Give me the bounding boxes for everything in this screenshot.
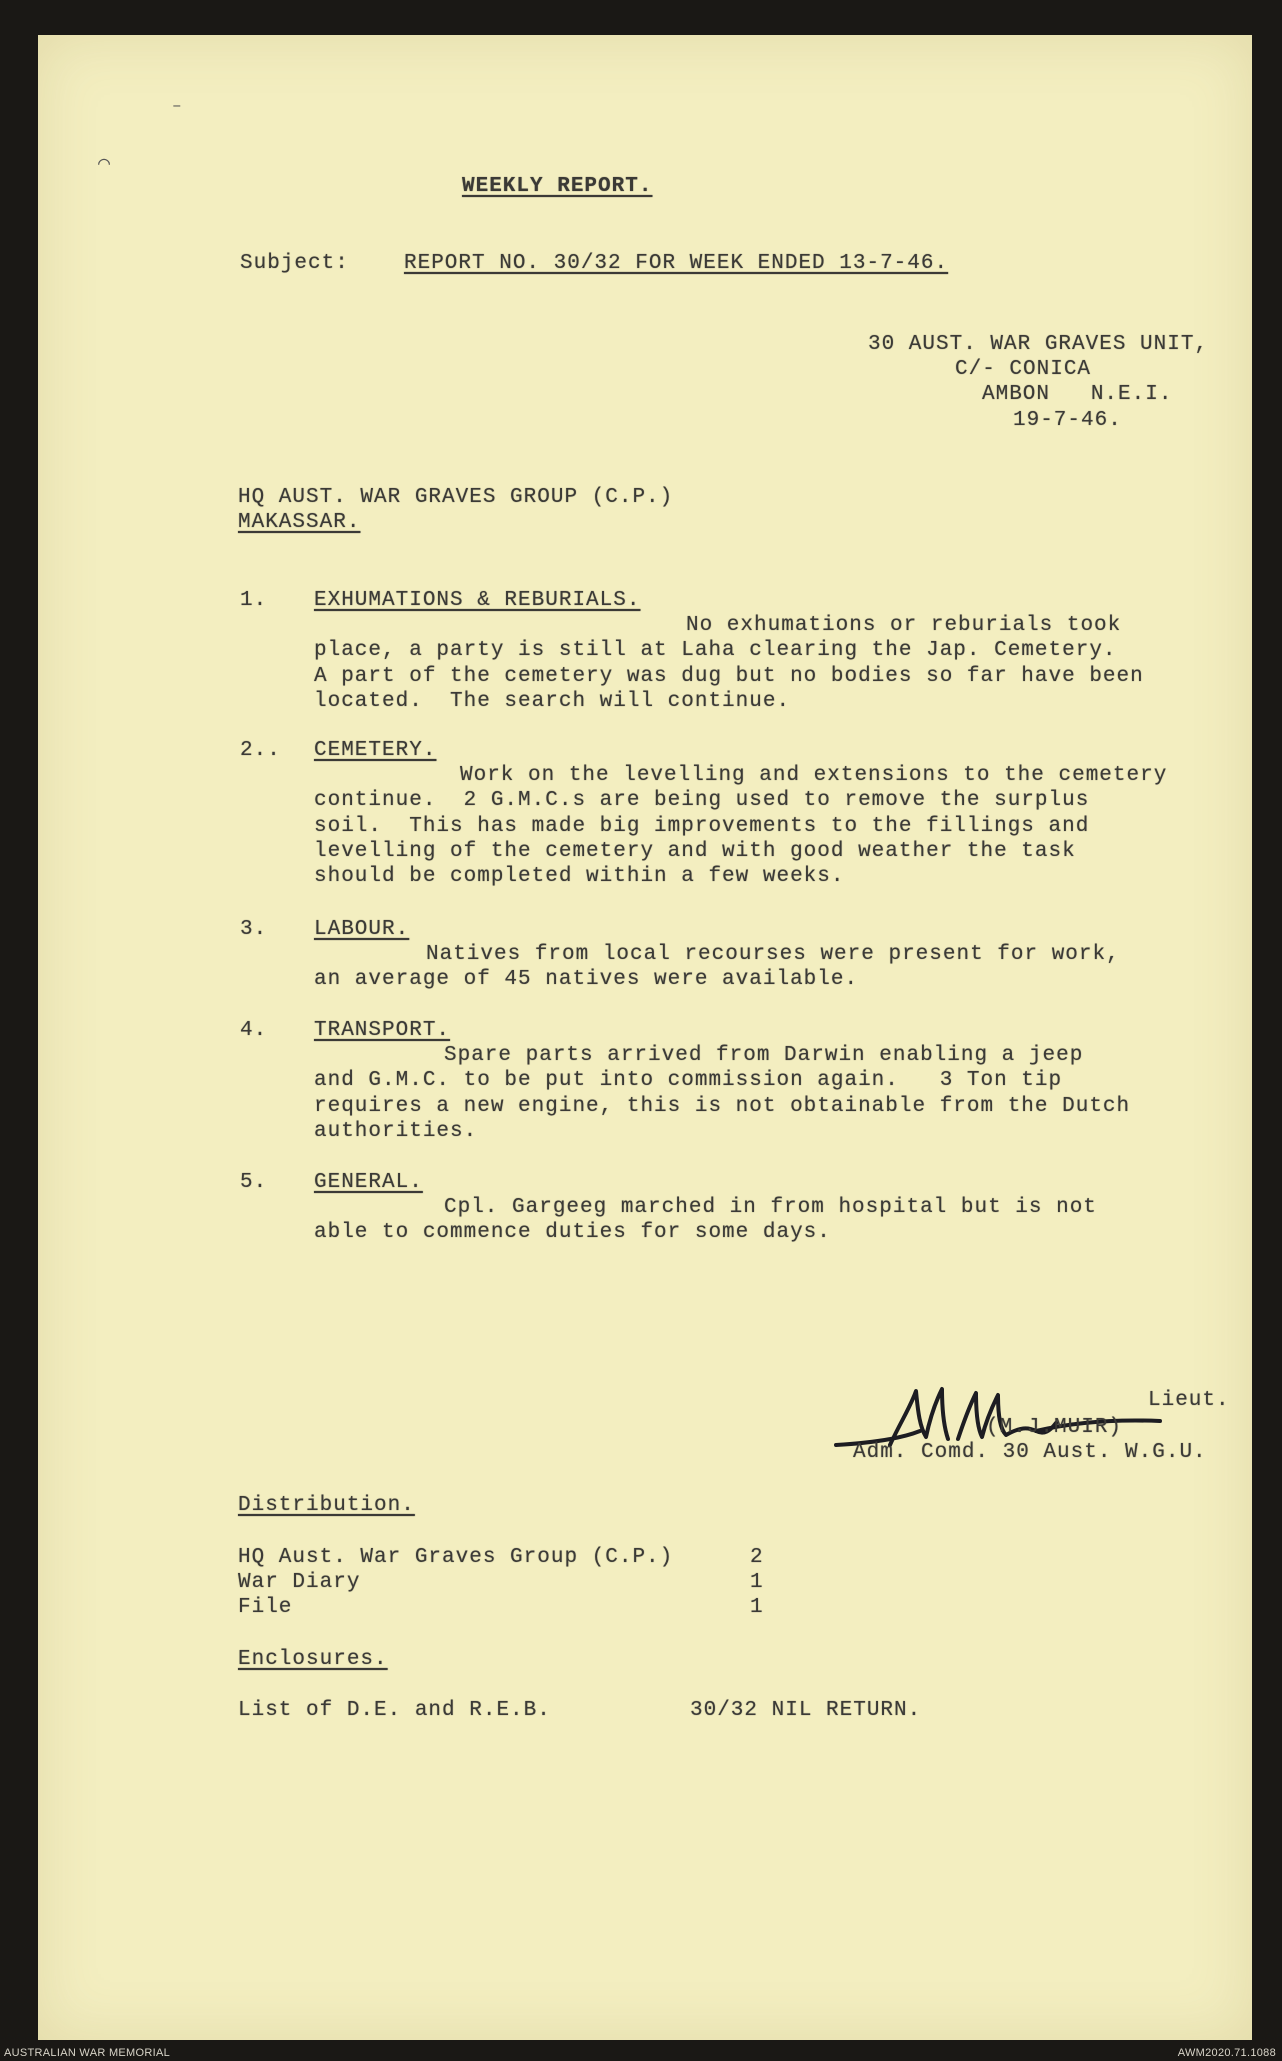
distribution-row-2-to: War Diary xyxy=(238,1571,361,1594)
enclosures-item: List of D.E. and R.E.B. xyxy=(238,1699,551,1722)
enclosures-label: Enclosures. xyxy=(238,1648,388,1671)
section-5-line-2: able to commence duties for some days. xyxy=(314,1221,831,1244)
section-1-line-2: place, a party is still at Laha clearing the Jap. Cemetery. xyxy=(314,639,1117,662)
archive-footer-right: AWM2020.71.1088 xyxy=(1177,2047,1276,2059)
sender-date: 19-7-46. xyxy=(1013,409,1122,432)
recipient-line-1: HQ AUST. WAR GRAVES GROUP (C.P.) xyxy=(238,486,674,509)
section-4-title: TRANSPORT. xyxy=(314,1019,451,1042)
section-5-line-1: Cpl. Gargeeg marched in from hospital but is not xyxy=(444,1196,1097,1219)
document-page xyxy=(38,35,1252,2040)
section-4-line-2: and G.M.C. to be put into commission again. 3 Ton tip xyxy=(314,1069,1063,1092)
signatory-name: (M.J.MUIR) xyxy=(986,1416,1123,1439)
signatory-title: Adm. Comd. 30 Aust. W.G.U. xyxy=(853,1441,1207,1464)
enclosures-note: 30/32 NIL RETURN. xyxy=(690,1699,922,1722)
section-2-line-2: continue. 2 G.M.C.s are being used to remove the surplus xyxy=(314,789,1090,812)
sender-line-3: AMBON N.E.I. xyxy=(982,383,1173,406)
recipient-line-2: MAKASSAR. xyxy=(238,511,361,534)
distribution-row-3-qty: 1 xyxy=(750,1596,764,1619)
section-3-title: LABOUR. xyxy=(314,918,410,941)
section-1-title: EXHUMATIONS & REBURIALS. xyxy=(314,589,641,612)
subject-text: REPORT NO. 30/32 FOR WEEK ENDED 13-7-46. xyxy=(404,252,949,275)
paper-mark: – xyxy=(172,97,182,115)
section-2-title: CEMETERY. xyxy=(314,739,437,762)
section-4-line-3: requires a new engine, this is not obtainable from the Dutch xyxy=(314,1095,1131,1118)
distribution-row-3-to: File xyxy=(238,1596,293,1619)
section-2-line-1: Work on the levelling and extensions to the cemetery xyxy=(460,764,1168,787)
paper-mark: ⌒ xyxy=(98,153,111,176)
section-4-line-1: Spare parts arrived from Darwin enabling a jeep xyxy=(444,1044,1084,1067)
section-1-line-3: A part of the cemetery was dug but no bodies so far have been xyxy=(314,665,1144,688)
signatory-rank: Lieut. xyxy=(1148,1389,1230,1412)
distribution-row-2-qty: 1 xyxy=(750,1571,764,1594)
section-2-line-5: should be completed within a few weeks. xyxy=(314,865,845,888)
section-3-line-2: an average of 45 natives were available. xyxy=(314,968,859,991)
report-heading: WEEKLY REPORT. xyxy=(462,175,653,198)
section-4-line-4: authorities. xyxy=(314,1120,478,1143)
sender-line-2: C/- CONICA xyxy=(955,358,1092,381)
distribution-label: Distribution. xyxy=(238,1494,415,1517)
subject-label: Subject: xyxy=(240,252,349,275)
section-2-line-4: levelling of the cemetery and with good weather the task xyxy=(314,840,1076,863)
distribution-row-1-to: HQ Aust. War Graves Group (C.P.) xyxy=(238,1546,674,1569)
section-5-title: GENERAL. xyxy=(314,1171,423,1194)
section-5-number: 5. xyxy=(240,1171,268,1194)
section-1-line-1: No exhumations or reburials took xyxy=(686,614,1122,637)
distribution-row-1-qty: 2 xyxy=(750,1546,764,1569)
section-4-number: 4. xyxy=(240,1019,268,1042)
section-2-number: 2.. xyxy=(240,739,281,762)
section-2-line-3: soil. This has made big improvements to the fillings and xyxy=(314,815,1090,838)
section-1-line-4: located. The search will continue. xyxy=(314,690,791,713)
archive-footer-left: AUSTRALIAN WAR MEMORIAL xyxy=(4,2047,171,2059)
section-1-number: 1. xyxy=(240,589,268,612)
section-3-number: 3. xyxy=(240,918,268,941)
section-3-line-1: Natives from local recourses were present for work, xyxy=(426,943,1120,966)
sender-line-1: 30 AUST. WAR GRAVES UNIT, xyxy=(868,333,1209,356)
